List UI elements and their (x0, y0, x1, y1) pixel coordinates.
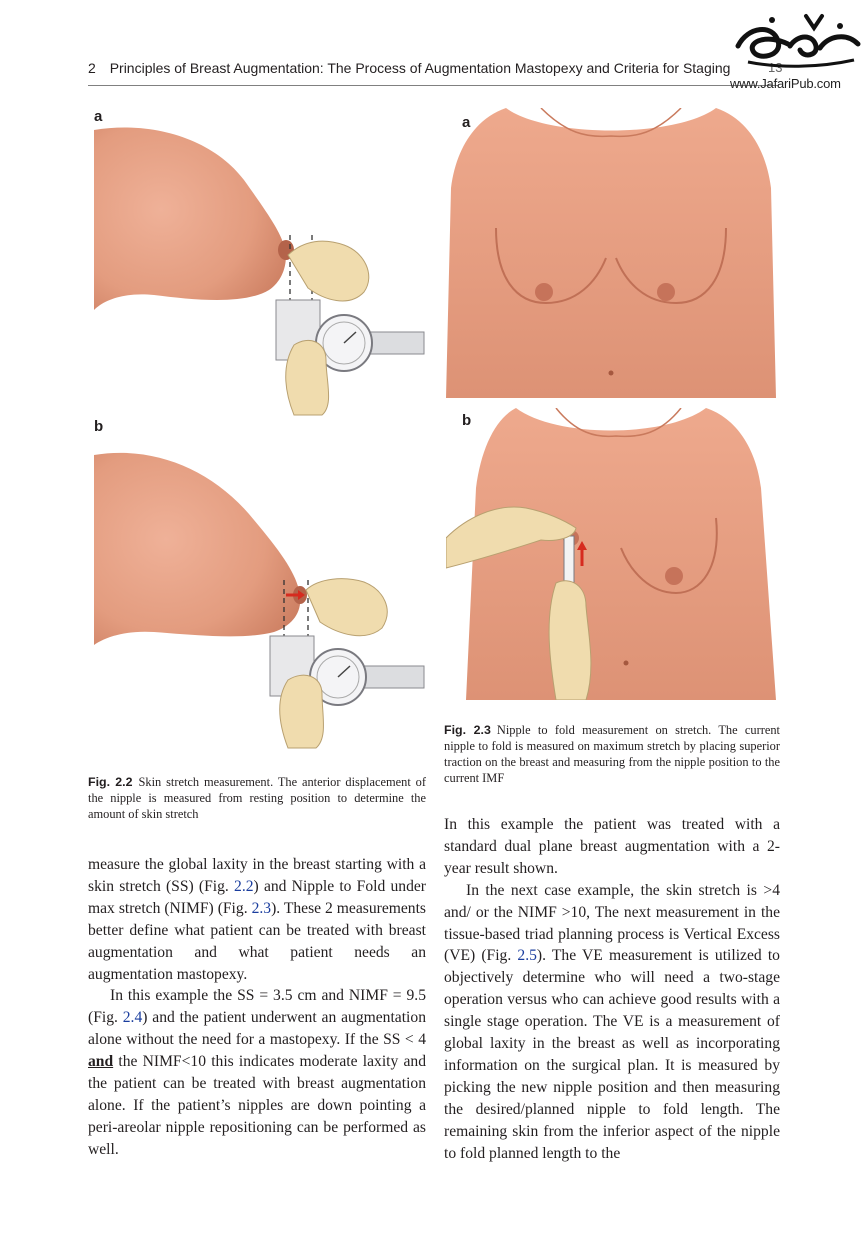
fig23-caption (444, 722, 780, 786)
fig22-caption-text: Skin stretch measurement. The anterior displacement of the nipple is measured from resting position to determine the amount of skin stretch (88, 775, 426, 821)
fig23-panel-a-label: a (462, 114, 471, 131)
fig23-panel-a-illustration (446, 108, 776, 398)
fig-ref-link[interactable]: 2.5 (517, 947, 537, 965)
text-run: ) and Nipple to Fold under max stretch (NIMF) (Fig. (88, 877, 427, 917)
text-run: the NIMF<10 this indicates moderate laxity and the patient can be treated with breast augmentation alone. If the patient’s nipples are down pointing a peri-areolar nipple repositioning can be performed as well. (88, 1053, 426, 1158)
fig22-label: Fig. 2.2 (88, 775, 133, 789)
fig23-caption-text: Nipple to fold measurement on stretch. The current nipple to fold is measured on maximum stretch by placing superior traction on the breast and measuring from the nipple position to the current IMF (444, 723, 780, 785)
right-column-text (444, 814, 780, 1165)
header-rule (88, 85, 778, 86)
fig22-panel-a-illustration (94, 110, 430, 420)
fig-ref-link[interactable]: 2.2 (234, 877, 254, 895)
publisher-logo (728, 6, 864, 92)
calligraphy-logo-icon (728, 6, 864, 76)
text-run: ). These 2 measurements better define what patient can be treated with breast augmentation and what patient needs an augmentation mastopexy. (88, 899, 427, 983)
emphasis-and: and (88, 1053, 114, 1071)
publisher-url: www.JafariPub.com (730, 76, 841, 91)
fig-ref-link[interactable]: 2.3 (251, 899, 272, 917)
fig23-panel-b-illustration (446, 408, 776, 700)
left-paragraph-1 (88, 854, 426, 985)
text-run: ) and the patient underwent an augmentation alone without the need for a mastopexy. If the SS < 4 (88, 1009, 426, 1049)
fig22-panel-b-illustration (94, 440, 430, 750)
running-header (88, 60, 730, 76)
left-paragraph-2 (88, 985, 426, 1160)
text-run: In this example the SS = 3.5 cm and NIMF = 9.5 (Fig. (88, 987, 426, 1027)
fig-ref-link[interactable]: 2.4 (122, 1009, 143, 1027)
right-page-number: 13 (768, 60, 783, 75)
right-paragraph-1: In this example the patient was treated with a standard dual plane breast augmentation with a 2-year result shown. (444, 816, 780, 877)
fig22-caption (88, 774, 426, 822)
left-column-text (88, 854, 426, 1161)
right-paragraph-2 (444, 880, 780, 1165)
text-run: measure the global laxity in the breast starting with a skin stretch (SS) (Fig. (88, 856, 426, 895)
fig23-panel-b-label: b (462, 412, 472, 429)
page-number: 2 (88, 60, 96, 76)
text-run: In the next case example, the skin stretch is >4 and/ or the NIMF >10, The next measurement in the tissue-based triad planning process is Vertical Excess (VE) (Fig. (444, 881, 780, 965)
fig23-label: Fig. 2.3 (444, 723, 491, 737)
running-title: Principles of Breast Augmentation: The Process of Augmentation Mastopexy and Criteria for Staging (109, 60, 731, 76)
text-run: ). The VE measurement is utilized to objectively determine who will need a two-stage operation versus who can achieve good results with a single stage operation. The VE is a measurement of global laxity in the breast as well as incorporating information on the surgical plan. It is measured by picking the new nipple position and then measuring the desired/planned nipple to fold length. The remaining skin from the inferior aspect of the nipple to fold planned length to the (444, 947, 780, 1162)
fig22-panel-a-label: a (94, 108, 103, 125)
fig22-panel-b-label: b (94, 418, 104, 435)
